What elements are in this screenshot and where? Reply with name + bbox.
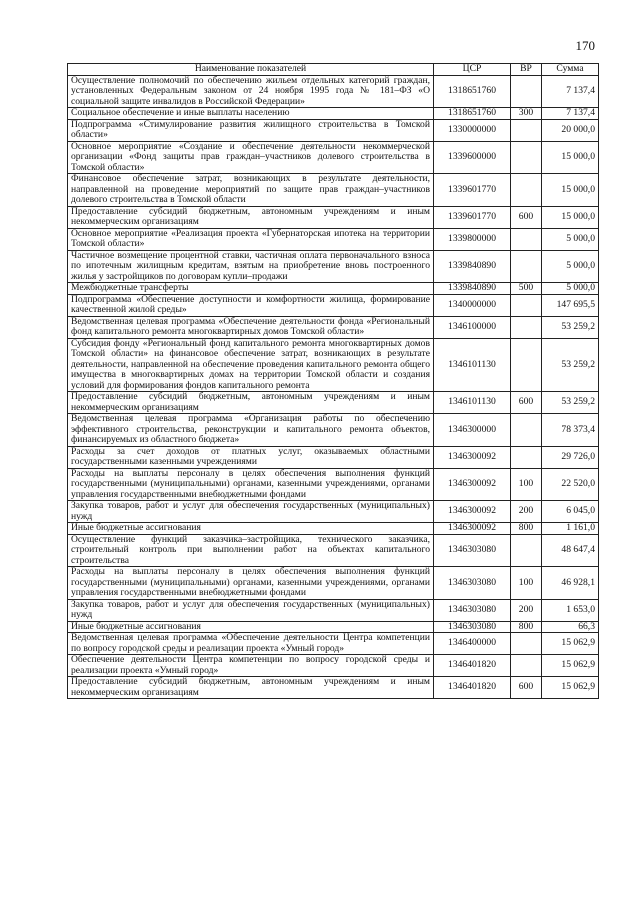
row-csr: 1346303080	[434, 567, 511, 600]
table-body	[68, 75, 599, 699]
row-name: Ведомственная целевая программа «Организация работы по обеспечению эффективного строительства, реконструкции и капитального ремонта объектов, финансируемых из областного бюджета»	[68, 414, 434, 447]
row-vr: 200	[511, 501, 542, 523]
row-vr: 300	[511, 108, 542, 120]
row-name: Обеспечение деятельности Центра компетенции по вопросу городской среды и реализации проекта «Умный город»	[68, 655, 434, 677]
row-sum: 15 062,9	[542, 633, 599, 655]
row-csr: 1339840890	[434, 250, 511, 283]
row-sum: 20 000,0	[542, 119, 599, 141]
row-name: Ведомственная целевая программа «Обеспечение деятельности фонда «Региональный фонд капитального ремонта многоквартирных домов Томской области»	[68, 316, 434, 338]
row-vr	[511, 250, 542, 283]
row-csr: 1346101130	[434, 392, 511, 414]
row-name: Социальное обеспечение и иные выплаты населению	[68, 108, 434, 120]
table-row	[68, 228, 599, 250]
row-vr: 500	[511, 283, 542, 295]
row-csr: 1339600000	[434, 141, 511, 174]
row-csr: 1346401820	[434, 655, 511, 677]
row-sum: 78 373,4	[542, 414, 599, 447]
row-sum: 5 000,0	[542, 283, 599, 295]
row-vr	[511, 141, 542, 174]
row-sum: 147 695,5	[542, 294, 599, 316]
budget-table	[67, 63, 599, 699]
row-csr: 1346300092	[434, 446, 511, 468]
page-number: 170	[575, 38, 595, 53]
row-csr: 1340000000	[434, 294, 511, 316]
row-csr: 1346300092	[434, 468, 511, 501]
row-csr: 1346300092	[434, 523, 511, 535]
row-name: Ведомственная целевая программа «Обеспечение деятельности Центра компетенции по вопросу городской среды и реализации проекта «Умный город»	[68, 633, 434, 655]
row-sum: 5 000,0	[542, 228, 599, 250]
row-vr: 800	[511, 523, 542, 535]
row-name: Закупка товаров, работ и услуг для обеспечения государственных (муниципальных) нужд	[68, 501, 434, 523]
row-name: Расходы на выплаты персоналу в целях обеспечения выполнения функций государственными (муниципальными) органами, казенными учреждениями, органами управления государственными внебюджетными фондами	[68, 468, 434, 501]
row-vr	[511, 534, 542, 567]
row-name: Основное мероприятие «Реализация проекта «Губернаторская ипотека на территории Томской области»	[68, 228, 434, 250]
row-csr: 1346303080	[434, 534, 511, 567]
row-sum: 15 062,9	[542, 677, 599, 699]
row-vr: 100	[511, 468, 542, 501]
table-row	[68, 338, 599, 392]
row-sum: 15 062,9	[542, 655, 599, 677]
row-name: Осуществление полномочий по обеспечению жильем отдельных категорий граждан, установленных Федеральным законом от 24 ноября 1995 года № 181–ФЗ «О социальной защите инвалидов в Российской Федерации»	[68, 75, 434, 108]
row-name: Осуществление функций заказчика–застройщика, технического заказчика, строительный контроль при выполнении работ на объектах капитального строительства	[68, 534, 434, 567]
header-name: Наименование показателей	[68, 64, 434, 76]
table-row	[68, 283, 599, 295]
table-row	[68, 567, 599, 600]
row-name: Предоставление субсидий бюджетным, автономным учреждениям и иным некоммерческим организациям	[68, 392, 434, 414]
header-vr: ВР	[511, 64, 542, 76]
table-row	[68, 599, 599, 621]
row-name: Закупка товаров, работ и услуг для обеспечения государственных (муниципальных) нужд	[68, 599, 434, 621]
header-csr: ЦСР	[434, 64, 511, 76]
row-sum: 15 000,0	[542, 174, 599, 207]
table-row	[68, 633, 599, 655]
table-row	[68, 468, 599, 501]
table-row	[68, 621, 599, 633]
table-row	[68, 75, 599, 108]
row-vr	[511, 294, 542, 316]
row-vr	[511, 75, 542, 108]
table-row	[68, 414, 599, 447]
table-row	[68, 446, 599, 468]
row-sum: 29 726,0	[542, 446, 599, 468]
row-vr	[511, 174, 542, 207]
row-sum: 53 259,2	[542, 316, 599, 338]
row-name: Частичное возмещение процентной ставки, частичная оплата первоначального взноса по ипотечным жилищным кредитам, взятым на приобретение вновь построенного жилья у застройщиков по договорам купли–продажи	[68, 250, 434, 283]
row-vr	[511, 119, 542, 141]
table-row	[68, 294, 599, 316]
row-sum: 5 000,0	[542, 250, 599, 283]
row-csr: 1346300000	[434, 414, 511, 447]
row-csr: 1318651760	[434, 108, 511, 120]
row-sum: 53 259,2	[542, 392, 599, 414]
row-sum: 22 520,0	[542, 468, 599, 501]
row-vr	[511, 655, 542, 677]
row-vr: 600	[511, 392, 542, 414]
row-csr: 1339601770	[434, 206, 511, 228]
row-vr	[511, 446, 542, 468]
row-sum: 66,3	[542, 621, 599, 633]
row-sum: 15 000,0	[542, 141, 599, 174]
row-csr: 1346401820	[434, 677, 511, 699]
table-row	[68, 141, 599, 174]
row-sum: 15 000,0	[542, 206, 599, 228]
row-sum: 7 137,4	[542, 75, 599, 108]
row-name: Финансовое обеспечение затрат, возникающих в результате деятельности, направленной на проведение мероприятий по защите прав граждан–участников долевого строительства в Томской области	[68, 174, 434, 207]
row-csr: 1346400000	[434, 633, 511, 655]
table-row	[68, 108, 599, 120]
row-name: Расходы за счет доходов от платных услуг, оказываемых областными государственными казенными учреждениями	[68, 446, 434, 468]
row-csr: 1339840890	[434, 283, 511, 295]
row-sum: 53 259,2	[542, 338, 599, 392]
row-name: Предоставление субсидий бюджетным, автономным учреждениям и иным некоммерческим организациям	[68, 677, 434, 699]
table-row	[68, 501, 599, 523]
row-name: Предоставление субсидий бюджетным, автономным учреждениям и иным некоммерческим организациям	[68, 206, 434, 228]
row-vr: 800	[511, 621, 542, 633]
table-row	[68, 316, 599, 338]
row-sum: 1 161,0	[542, 523, 599, 535]
row-csr: 1346100000	[434, 316, 511, 338]
table-row	[68, 250, 599, 283]
table-row	[68, 174, 599, 207]
row-vr	[511, 633, 542, 655]
row-csr: 1330000000	[434, 119, 511, 141]
row-vr	[511, 316, 542, 338]
row-name: Основное мероприятие «Создание и обеспечение деятельности некоммерческой организации «Фонд защиты прав граждан–участников долевого строительства в Томской области»	[68, 141, 434, 174]
row-csr: 1318651760	[434, 75, 511, 108]
table-row	[68, 655, 599, 677]
row-csr: 1339601770	[434, 174, 511, 207]
table-row	[68, 534, 599, 567]
row-vr	[511, 338, 542, 392]
row-vr: 600	[511, 206, 542, 228]
table-row	[68, 119, 599, 141]
table-row	[68, 523, 599, 535]
header-sum: Сумма	[542, 64, 599, 76]
row-vr: 600	[511, 677, 542, 699]
row-sum: 48 647,4	[542, 534, 599, 567]
row-sum: 1 653,0	[542, 599, 599, 621]
row-name: Субсидия фонду «Региональный фонд капитального ремонта многоквартирных домов Томской области» на финансовое обеспечение затрат, возникающих в результате деятельности, направленной на обеспечение проведения капитального ремонта общего имущества в многоквартирных домах на территории Томской области и создания условий для формирования фондов капитального ремонта	[68, 338, 434, 392]
row-vr: 200	[511, 599, 542, 621]
row-sum: 46 928,1	[542, 567, 599, 600]
row-csr: 1346303080	[434, 599, 511, 621]
row-name: Подпрограмма «Стимулирование развития жилищного строительства в Томской области»	[68, 119, 434, 141]
row-name: Подпрограмма «Обеспечение доступности и комфортности жилища, формирование качественной жилой среды»	[68, 294, 434, 316]
row-csr: 1339800000	[434, 228, 511, 250]
table-row	[68, 677, 599, 699]
row-name: Межбюджетные трансферты	[68, 283, 434, 295]
row-name: Иные бюджетные ассигнования	[68, 621, 434, 633]
header-row	[68, 64, 599, 76]
row-vr	[511, 414, 542, 447]
row-csr: 1346303080	[434, 621, 511, 633]
row-csr: 1346300092	[434, 501, 511, 523]
row-name: Расходы на выплаты персоналу в целях обеспечения выполнения функций государственными (муниципальными) органами, казенными учреждениями, органами управления государственными внебюджетными фондами	[68, 567, 434, 600]
table-row	[68, 206, 599, 228]
table-row	[68, 392, 599, 414]
row-sum: 6 045,0	[542, 501, 599, 523]
row-sum: 7 137,4	[542, 108, 599, 120]
row-vr: 100	[511, 567, 542, 600]
row-name: Иные бюджетные ассигнования	[68, 523, 434, 535]
row-vr	[511, 228, 542, 250]
row-csr: 1346101130	[434, 338, 511, 392]
